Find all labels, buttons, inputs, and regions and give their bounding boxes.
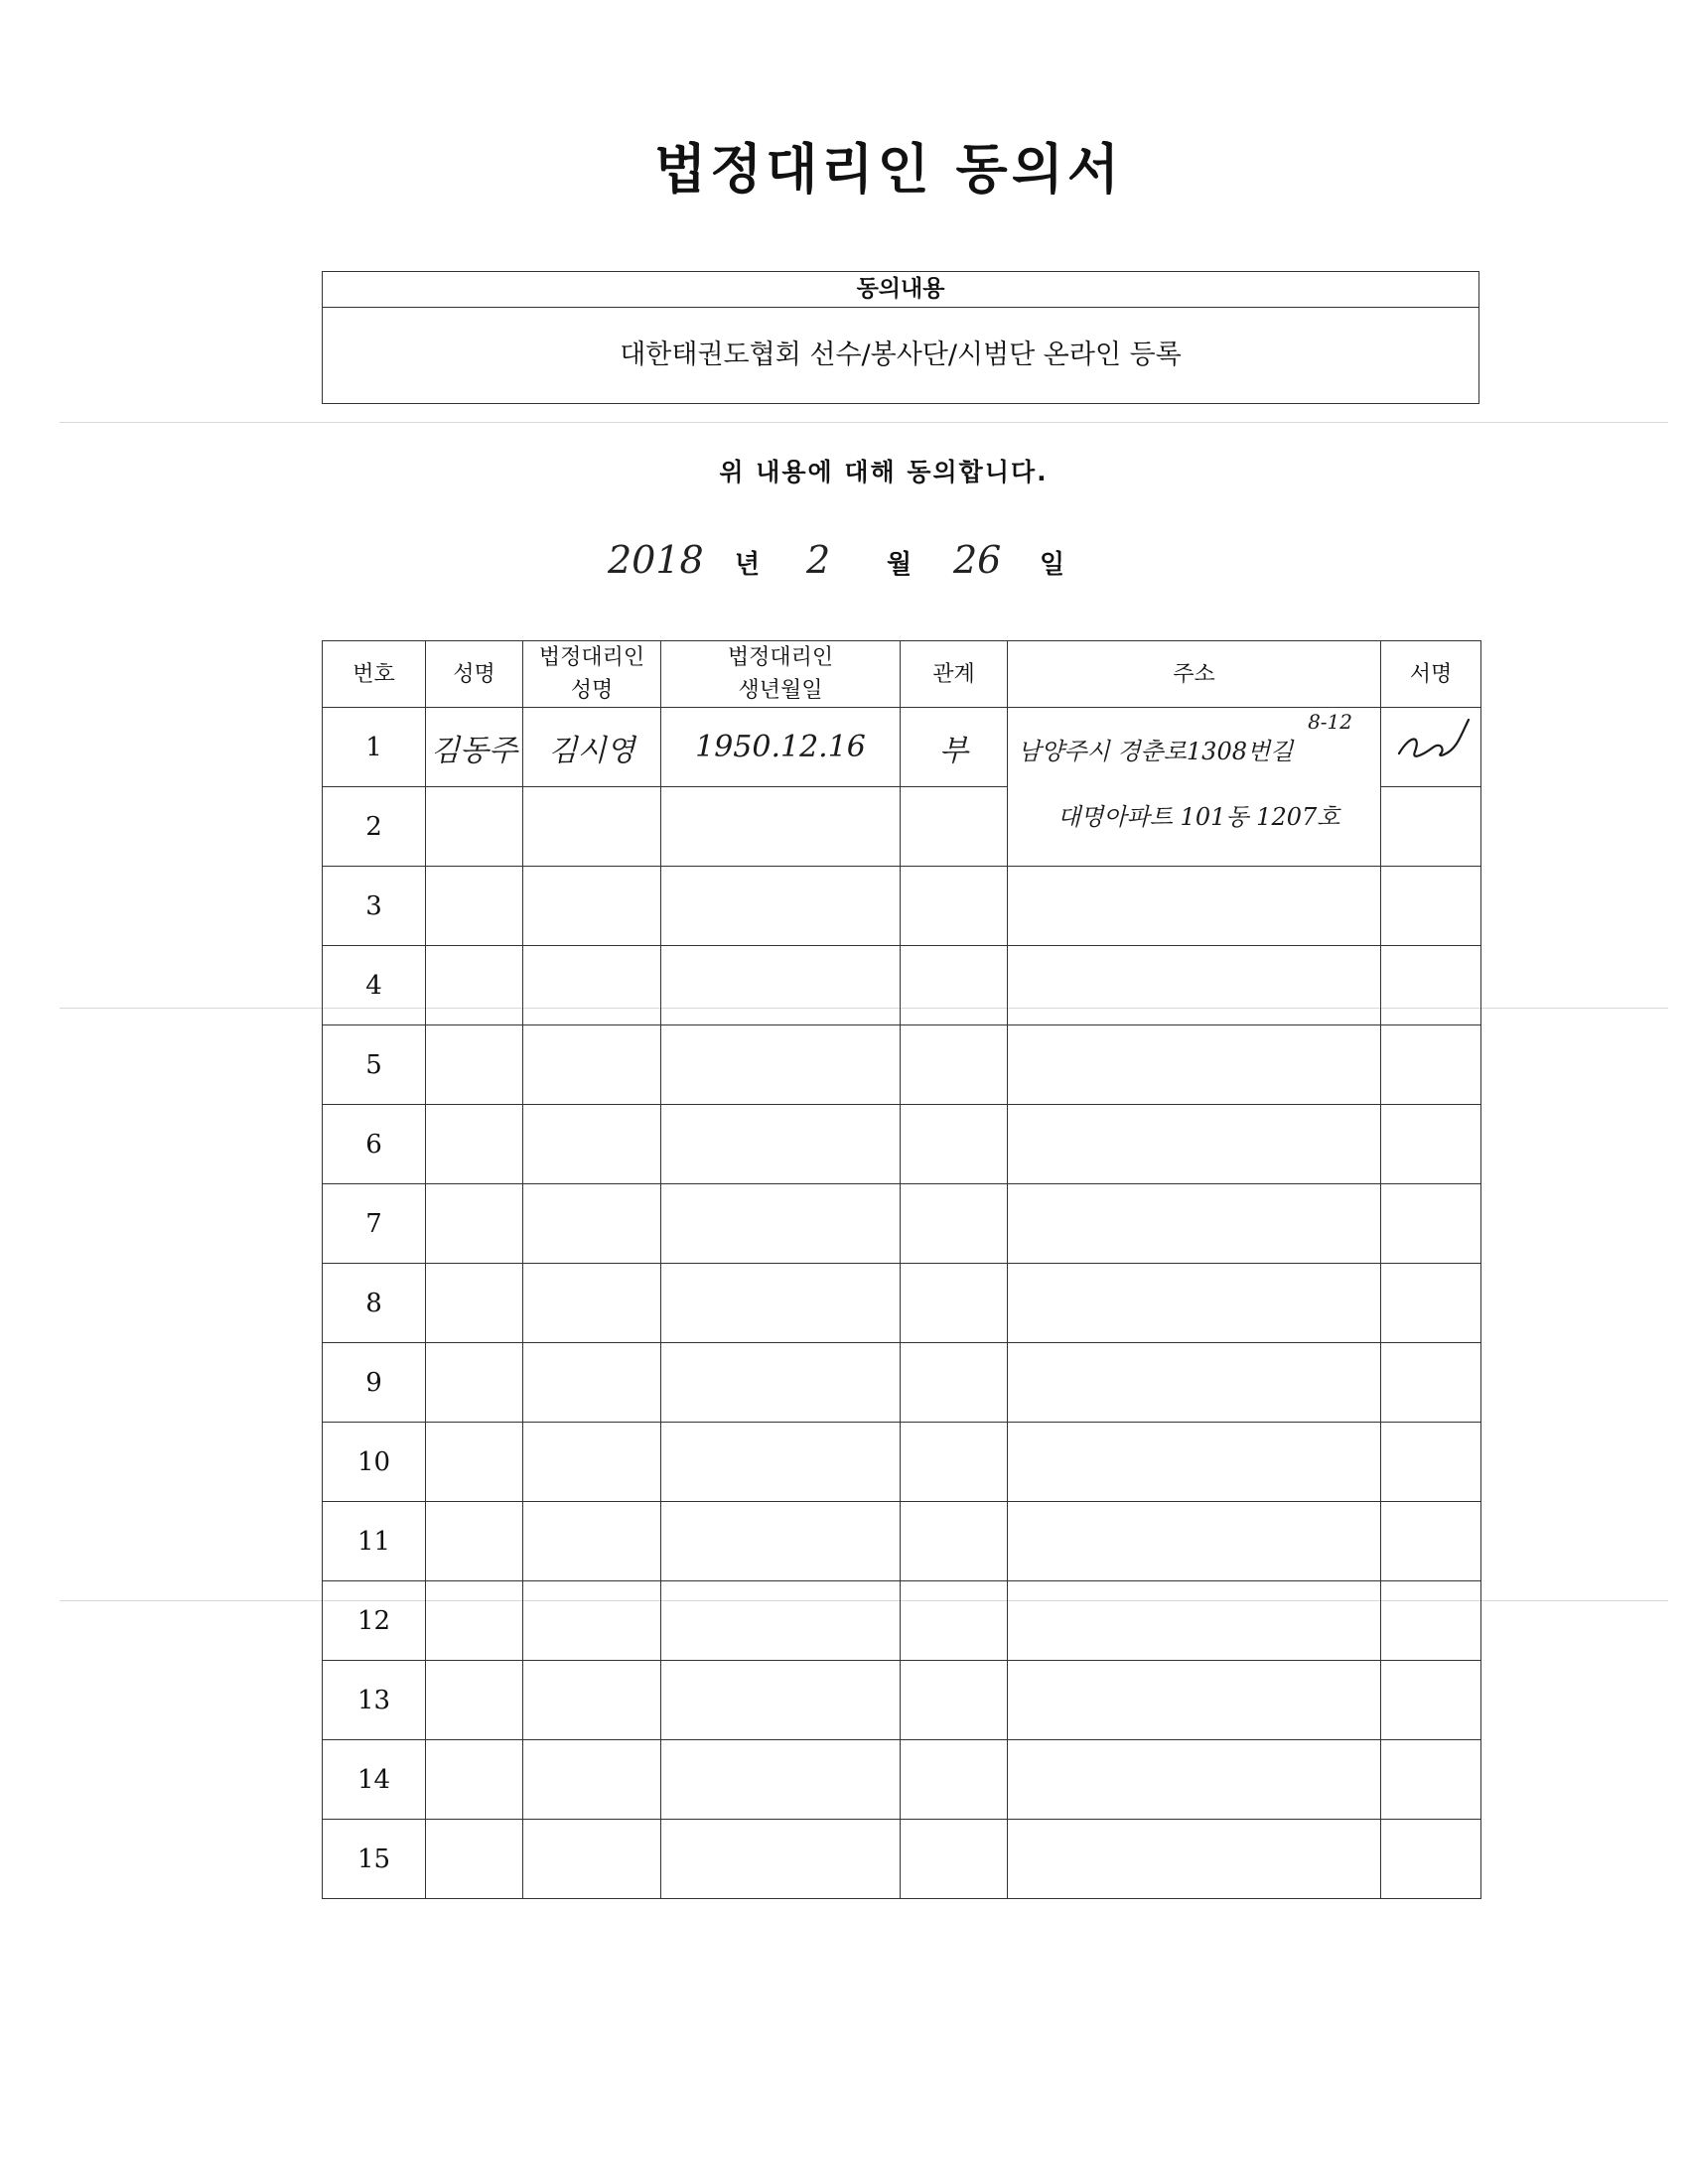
empty-cell: [523, 1661, 661, 1740]
document-title: 법정대리인 동의서: [653, 138, 1124, 201]
empty-cell: [426, 946, 523, 1025]
empty-cell: [901, 1581, 1008, 1661]
empty-cell: [661, 1502, 901, 1581]
empty-cell: [1381, 1025, 1481, 1105]
empty-cell: [1381, 787, 1481, 867]
consent-content-box: [322, 271, 1479, 404]
empty-cell: [426, 1661, 523, 1740]
empty-cell: [661, 867, 901, 946]
fold-line: [60, 422, 1668, 423]
empty-cell: [1008, 1661, 1381, 1740]
empty-cell: [426, 1423, 523, 1502]
empty-cell: [1381, 1423, 1481, 1502]
empty-cell: [426, 1343, 523, 1423]
row-number: 14: [323, 1740, 426, 1820]
empty-cell: [426, 1581, 523, 1661]
empty-cell: [661, 1184, 901, 1264]
empty-cell: [1381, 1184, 1481, 1264]
empty-cell: [901, 1423, 1008, 1502]
empty-cell: [523, 1105, 661, 1184]
row-number: 1: [323, 708, 426, 787]
empty-cell: [661, 1025, 901, 1105]
date-year-unit: 년: [735, 550, 761, 580]
empty-cell: [901, 1105, 1008, 1184]
empty-cell: [1381, 1581, 1481, 1661]
row-number: 4: [323, 946, 426, 1025]
empty-cell: [1008, 1025, 1381, 1105]
empty-cell: [1381, 1264, 1481, 1343]
empty-cell: [901, 1343, 1008, 1423]
empty-cell: [523, 1343, 661, 1423]
address-cell: [1008, 708, 1381, 867]
table-row: [323, 1581, 1481, 1661]
address-line1: 남양주시 경춘로1308번길: [1018, 738, 1294, 765]
empty-cell: [661, 1423, 901, 1502]
empty-cell: [1381, 946, 1481, 1025]
empty-cell: [426, 787, 523, 867]
signature-mark: [1391, 714, 1471, 773]
relation: [901, 708, 1008, 787]
empty-cell: [426, 1105, 523, 1184]
empty-cell: [426, 867, 523, 946]
agree-statement: 위 내용에 대해 동의합니다.: [719, 458, 1049, 486]
empty-cell: [523, 1025, 661, 1105]
empty-cell: [1381, 1740, 1481, 1820]
table-row: [323, 867, 1481, 946]
table-row: [323, 1343, 1481, 1423]
empty-cell: [661, 1264, 901, 1343]
empty-cell: [661, 1581, 901, 1661]
relation-handwritten: 부: [939, 733, 968, 768]
empty-cell: [1008, 1105, 1381, 1184]
empty-cell: [426, 1025, 523, 1105]
guardian-birth: [661, 708, 901, 787]
date-month: 2: [806, 538, 831, 582]
row-number: 3: [323, 867, 426, 946]
consent-header: 동의내용: [323, 272, 1478, 308]
table-row: [323, 946, 1481, 1025]
empty-cell: [661, 1740, 901, 1820]
empty-cell: [901, 946, 1008, 1025]
guardian-name: [523, 708, 661, 787]
table-row: [323, 1184, 1481, 1264]
empty-cell: [901, 1661, 1008, 1740]
empty-cell: [661, 946, 901, 1025]
date-row: [0, 532, 1688, 602]
table-header-row: [323, 641, 1481, 708]
empty-cell: [523, 1740, 661, 1820]
guardian-table: [322, 640, 1481, 1899]
empty-cell: [901, 1264, 1008, 1343]
guardian-birth-handwritten: 1950.12.16: [695, 730, 866, 764]
header-no: 번호: [323, 641, 426, 708]
date-year: 2018: [608, 538, 704, 582]
empty-cell: [661, 1343, 901, 1423]
student-name-handwritten: 김동주: [431, 733, 517, 768]
empty-cell: [901, 1025, 1008, 1105]
empty-cell: [1008, 1581, 1381, 1661]
guardian-name-handwritten: 김시영: [548, 733, 635, 768]
empty-cell: [426, 1740, 523, 1820]
header-guardian-name-text: 법정대리인 성명: [538, 645, 645, 703]
empty-cell: [1381, 867, 1481, 946]
header-name: 성명: [426, 641, 523, 708]
empty-cell: [1381, 1661, 1481, 1740]
empty-cell: [661, 787, 901, 867]
empty-cell: [901, 1820, 1008, 1899]
empty-cell: [1008, 867, 1381, 946]
header-guardian-birth-text: 법정대리인 생년월일: [727, 645, 834, 703]
table-row: [323, 1105, 1481, 1184]
empty-cell: [901, 1184, 1008, 1264]
empty-cell: [426, 1820, 523, 1899]
header-relation: 관계: [901, 641, 1008, 708]
empty-cell: [523, 867, 661, 946]
header-signature: 서명: [1381, 641, 1481, 708]
empty-cell: [523, 1423, 661, 1502]
empty-cell: [901, 1502, 1008, 1581]
empty-cell: [1008, 1502, 1381, 1581]
empty-cell: [1008, 1820, 1381, 1899]
table-row: [323, 1502, 1481, 1581]
table-row: [323, 708, 1481, 787]
row-number: 12: [323, 1581, 426, 1661]
empty-cell: [1381, 1820, 1481, 1899]
signature-cell: [1381, 708, 1481, 787]
empty-cell: [523, 946, 661, 1025]
empty-cell: [661, 1820, 901, 1899]
empty-cell: [523, 1581, 661, 1661]
row-number: 5: [323, 1025, 426, 1105]
empty-cell: [426, 1264, 523, 1343]
empty-cell: [523, 787, 661, 867]
empty-cell: [901, 1740, 1008, 1820]
empty-cell: [1381, 1502, 1481, 1581]
empty-cell: [523, 1264, 661, 1343]
empty-cell: [1008, 1423, 1381, 1502]
student-name: [426, 708, 523, 787]
empty-cell: [1008, 946, 1381, 1025]
empty-cell: [1381, 1343, 1481, 1423]
table-row: [323, 1661, 1481, 1740]
row-number: 13: [323, 1661, 426, 1740]
date-day-unit: 일: [1040, 550, 1065, 580]
empty-cell: [523, 1820, 661, 1899]
row-number: 6: [323, 1105, 426, 1184]
row-number: 10: [323, 1423, 426, 1502]
empty-cell: [1008, 1740, 1381, 1820]
empty-cell: [901, 787, 1008, 867]
empty-cell: [901, 867, 1008, 946]
row-number: 11: [323, 1502, 426, 1581]
empty-cell: [661, 1661, 901, 1740]
header-guardian-name: [523, 641, 661, 708]
empty-cell: [1008, 1184, 1381, 1264]
empty-cell: [426, 1502, 523, 1581]
table-row: [323, 1025, 1481, 1105]
date-day: 26: [953, 538, 1002, 582]
consent-body: 대한태권도협회 선수/봉사단/시범단 온라인 등록: [620, 340, 1182, 370]
table-row: [323, 1820, 1481, 1899]
row-number: 7: [323, 1184, 426, 1264]
table-row: [323, 1740, 1481, 1820]
empty-cell: [426, 1184, 523, 1264]
empty-cell: [1008, 1264, 1381, 1343]
empty-cell: [523, 1502, 661, 1581]
header-guardian-birth: [661, 641, 901, 708]
header-address: 주소: [1008, 641, 1381, 708]
address-extra: 8-12: [1308, 710, 1352, 734]
table-row: [323, 1264, 1481, 1343]
row-number: 8: [323, 1264, 426, 1343]
empty-cell: [1008, 1343, 1381, 1423]
empty-cell: [661, 1105, 901, 1184]
table-row: [323, 1423, 1481, 1502]
date-month-unit: 월: [887, 550, 913, 580]
row-number: 2: [323, 787, 426, 867]
row-number: 9: [323, 1343, 426, 1423]
address-line2: 대명아파트 101동 1207호: [1057, 803, 1340, 831]
empty-cell: [1381, 1105, 1481, 1184]
empty-cell: [523, 1184, 661, 1264]
row-number: 15: [323, 1820, 426, 1899]
